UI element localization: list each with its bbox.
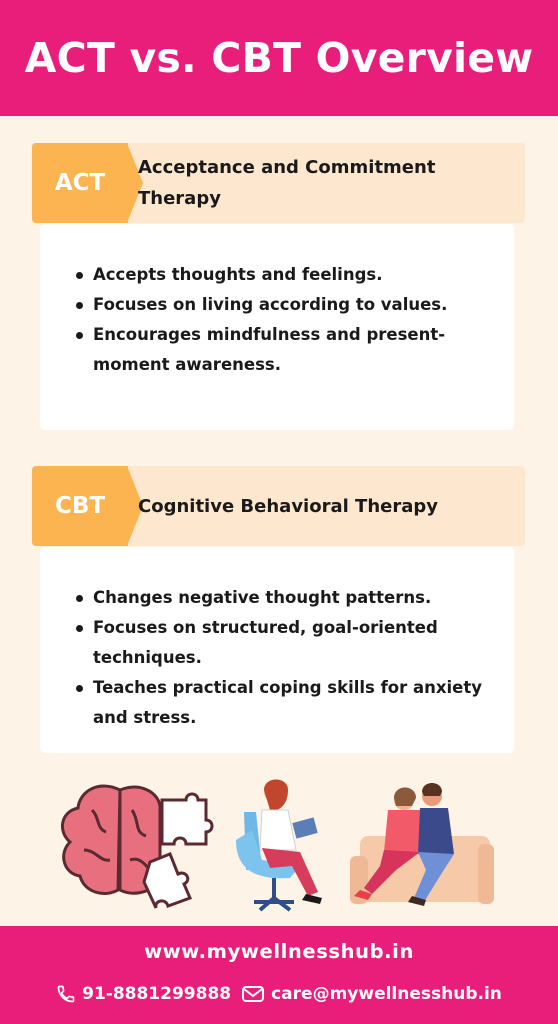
act-tag: ACT [32,143,128,223]
cbt-section-title: Cognitive Behavioral Therapy [138,495,438,517]
cbt-point-list [40,547,514,733]
list-item: Focuses on living according to values. [76,290,494,320]
email-contact[interactable] [241,984,502,1004]
website-link[interactable]: www.mywellnesshub.in [144,940,414,963]
phone-number: 91-8881299888 [82,984,232,1004]
brain-puzzle-icon [62,786,212,908]
footer-banner [0,926,558,1024]
phone-icon [56,984,76,1004]
act-section-header [32,143,525,223]
act-point-list [40,224,514,380]
header-banner [0,0,558,116]
cbt-card [40,547,514,753]
list-item: Accepts thoughts and feelings. [76,260,494,290]
couple-on-sofa-illustration [350,783,494,906]
contact-row [0,984,558,1004]
list-item: Focuses on structured, goal-oriented techniques. [76,613,494,673]
mail-icon [241,984,265,1004]
act-card [40,224,514,430]
list-item: Encourages mindfulness and present-moment awareness. [76,320,494,380]
phone-contact[interactable] [56,984,231,1004]
list-item: Changes negative thought patterns. [76,583,494,613]
cbt-section-header [32,466,525,546]
act-section-title: Acceptance and Commitment Therapy [138,157,436,209]
therapist-illustration [236,780,322,911]
cbt-tag: CBT [32,466,128,546]
list-item: Teaches practical coping skills for anxiety and stress. [76,673,494,733]
email-address: care@mywellnesshub.in [271,984,502,1004]
page-title: ACT vs. CBT Overview [24,34,534,82]
illustration-area [0,770,558,920]
